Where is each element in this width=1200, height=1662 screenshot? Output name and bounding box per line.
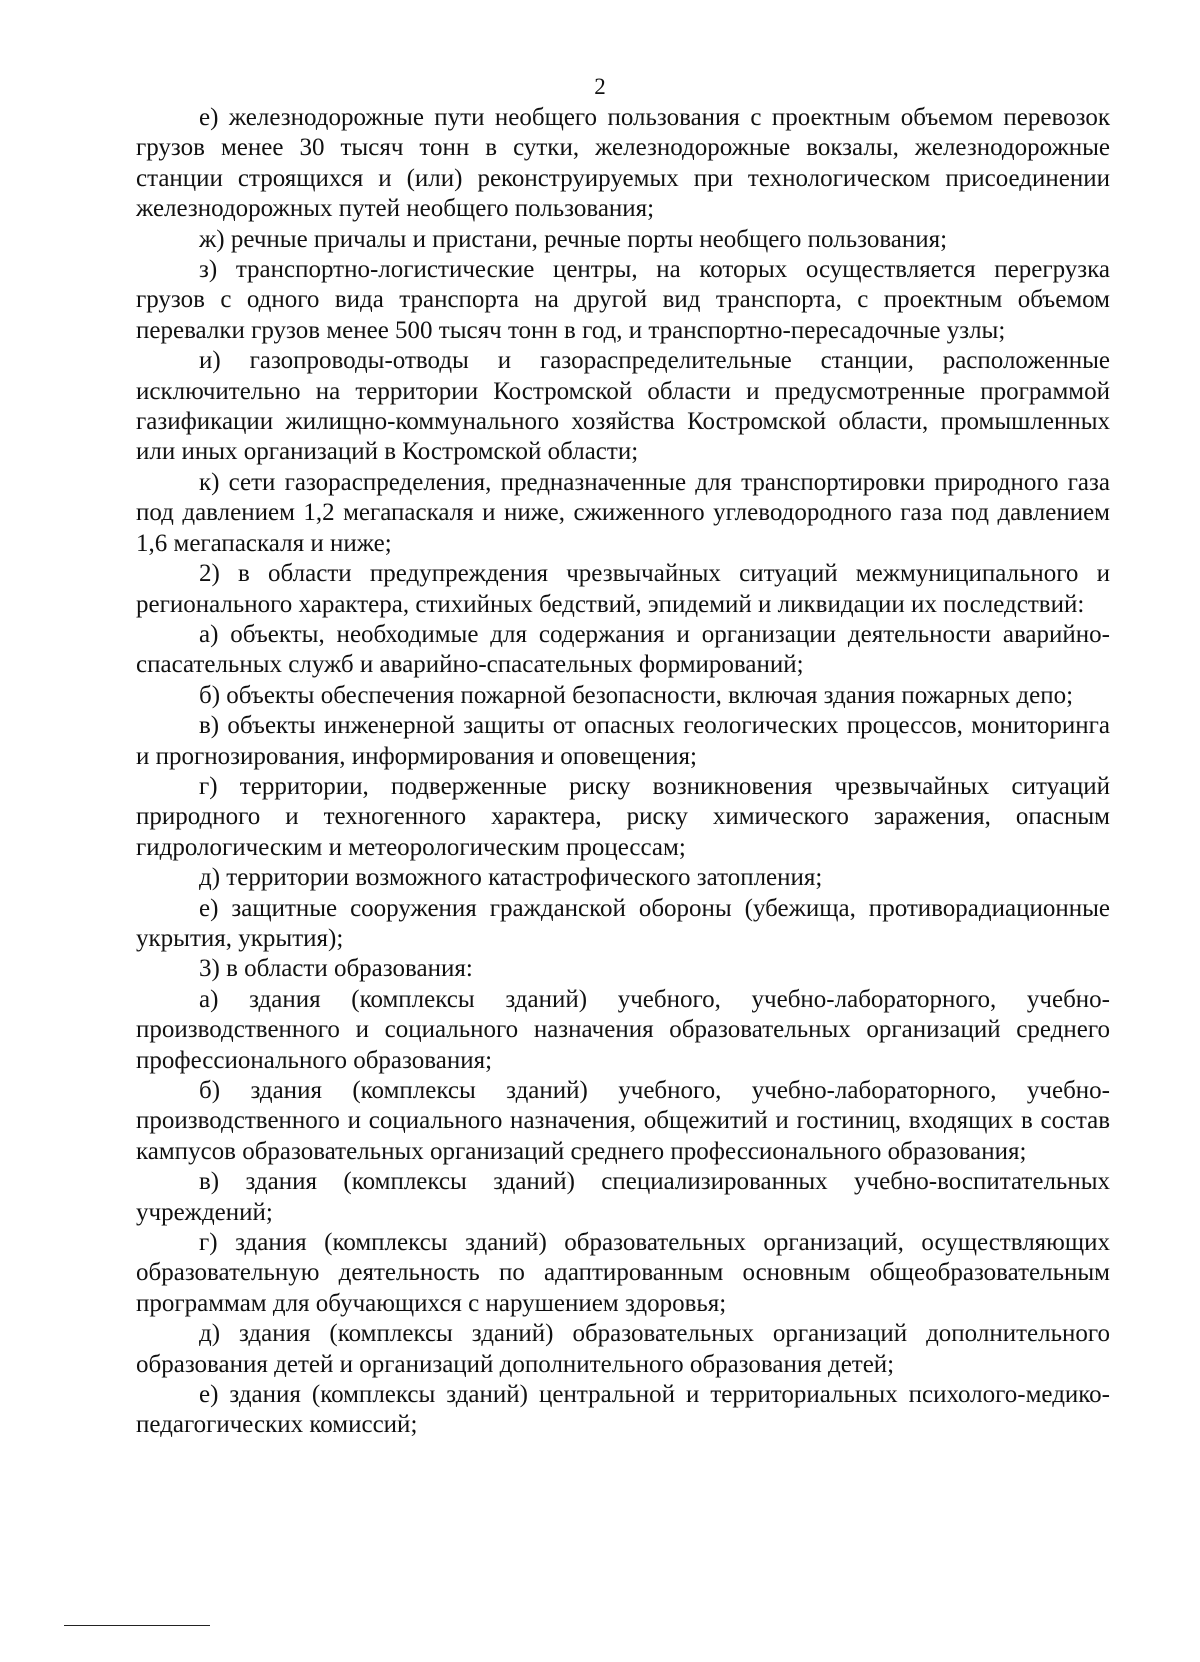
paragraph-zh-river-ports: ж) речные причалы и пристани, речные порты необщего пользования; <box>199 225 948 253</box>
paragraph-2-emergencies: 2) в области предупреждения чрезвычайных ситуаций межмуниципального и регионального характера, стихийных бедствий, эпидемий и ликвидации их последствий: <box>136 560 1110 618</box>
paragraph-e-pmpk-commissions: е) здания (комплексы зданий) центральной и территориальных психолого-медико-педагогических комиссий; <box>136 1381 1110 1439</box>
paragraph-v-special-institutions: в) здания (комплексы зданий) специализированных учебно-воспитательных учреждений; <box>136 1168 1110 1226</box>
paragraph-i-gas-pipelines: и) газопроводы-отводы и газораспределительные станции, расположенные исключительно на территории Костромской области и предусмотренные программой газификации жилищно-коммунального хозяйства Костромской области, промышленных или иных организаций в Костромской области; <box>136 347 1110 466</box>
footnote-divider <box>64 1625 210 1626</box>
paragraph-a-vocational-buildings: а) здания (комплексы зданий) учебного, учебно-лабораторного, учебно-производственного и социального назначения образовательных организаций среднего профессионального образования; <box>136 985 1110 1074</box>
paragraph-b-campus-buildings: б) здания (комплексы зданий) учебного, учебно-лабораторного, учебно-производственного и социального назначения, общежитий и гостиниц, входящих в состав кампусов образовательных организаций среднего профессионального образования; <box>136 1077 1110 1165</box>
paragraph-g-risk-territories: г) территории, подверженные риску возникновения чрезвычайных ситуаций природного и техногенного характера, риску химического заражения, опасным гидрологическим и метеорологическим процессам; <box>136 772 1110 861</box>
paragraph-a-rescue-services: а) объекты, необходимые для содержания и организации деятельности аварийно-спасательных служб и аварийно-спасательных формирований; <box>136 620 1110 679</box>
paragraph-e-railways: е) железнодорожные пути необщего пользования с проектным объемом перевозок грузов менее 30 тысяч тонн в сутки, железнодорожные вокзалы, железнодорожные станции строящихся и (или) реконструируемых при технологическом присоединении железнодорожных путей необщего пользования; <box>136 104 1110 223</box>
paragraph-k-gas-networks: к) сети газораспределения, предназначенные для транспортировки природного газа под давлением 1,2 мегапаскаля и ниже, сжиженного углеводородного газа под давлением 1,6 мегапаскаля и ниже; <box>136 468 1110 557</box>
page-number: 2 <box>594 74 606 99</box>
paragraph-b-fire-safety: б) объекты обеспечения пожарной безопасности, включая здания пожарных депо; <box>199 681 1074 709</box>
paragraph-3-education: 3) в области образования: <box>199 955 473 983</box>
document-body <box>136 103 1110 1441</box>
paragraph-g-adaptive-schools: г) здания (комплексы зданий) образовательных организаций, осуществляющих образовательную деятельность по адаптированным основным общеобразовательным программам для обучающихся с нарушением здоровья; <box>136 1229 1110 1317</box>
paragraph-z-logistics-centers: з) транспортно-логистические центры, на которых осуществляется перегрузка грузов с одного вида транспорта на другой вид транспорта, с проектным объемом перевалки грузов менее 500 тысяч тонн в год, и транспортно-пересадочные узлы; <box>136 256 1110 344</box>
paragraph-d-extra-education: д) здания (комплексы зданий) образовательных организаций дополнительного образования детей и организаций дополнительного образования детей; <box>136 1320 1110 1378</box>
paragraph-d-flood-territories: д) территории возможного катастрофического затопления; <box>199 864 823 892</box>
paragraph-e-civil-defense: е) защитные сооружения гражданской обороны (убежища, противорадиационные укрытия, укрытия); <box>136 894 1110 952</box>
paragraph-v-engineering-protection: в) объекты инженерной защиты от опасных геологических процессов, мониторинга и прогнозирования, информирования и оповещения; <box>136 712 1110 770</box>
